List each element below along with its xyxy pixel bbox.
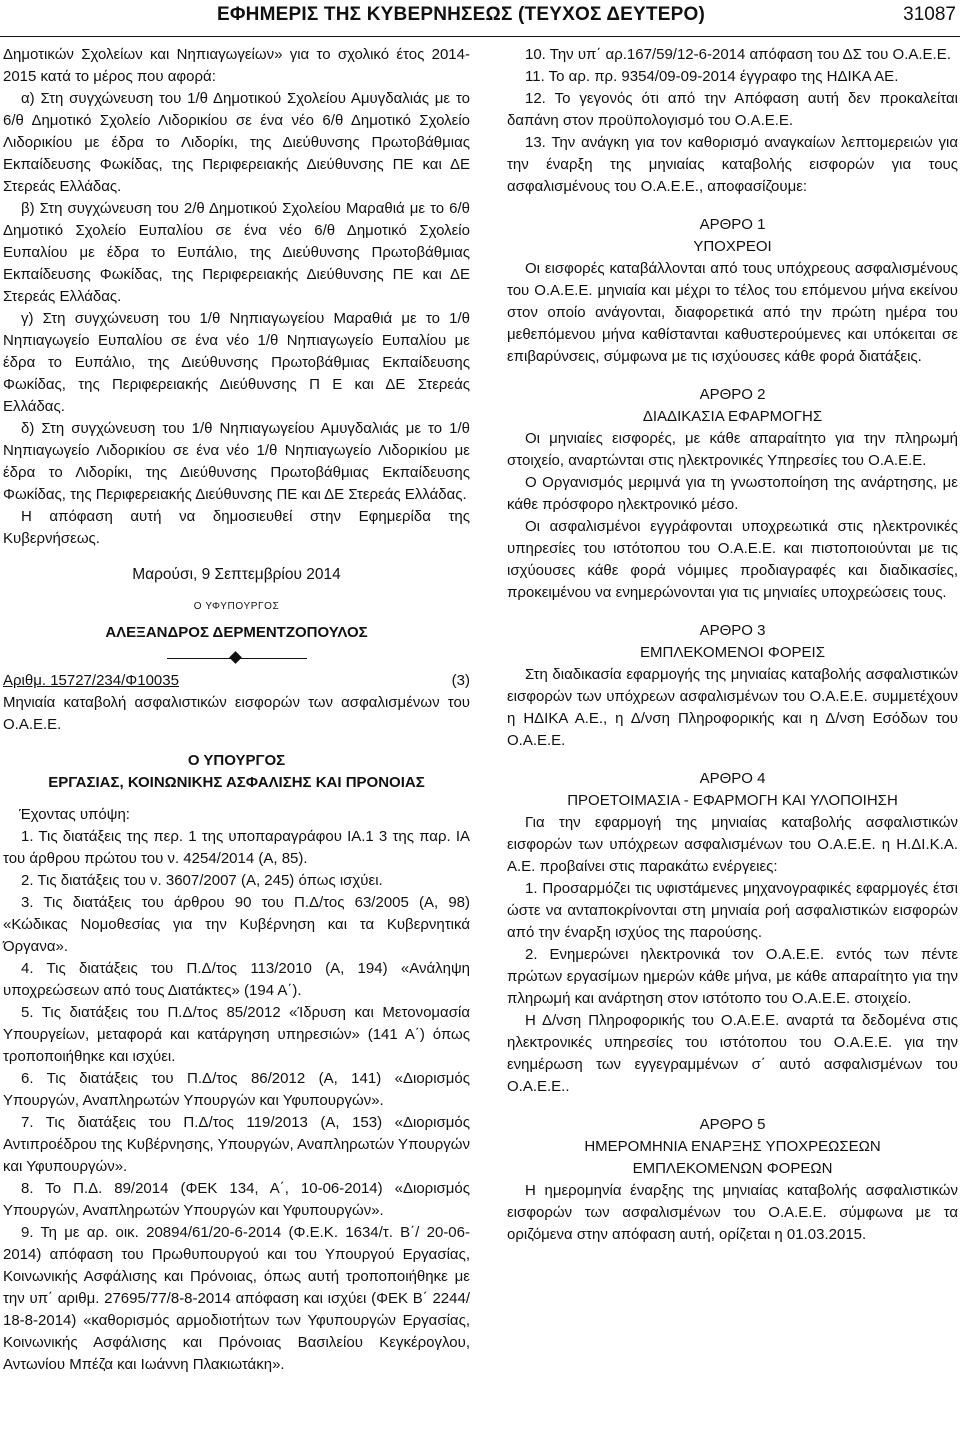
article-5-subtitle: ΗΜΕΡΟΜΗΝΙΑ ΕΝΑΡΞΗΣ ΥΠΟΧΡΕΩΣΕΩΝ — [584, 1138, 881, 1155]
list-item: 8. Το Π.Δ. 89/2014 (ΦΕΚ 134, Α΄, 10-06-2014) «Διορισμός Υπουργών, Αναπληρωτών Υπουργών και Υφυπουργών». — [3, 1180, 470, 1219]
article-3-paragraph: Στη διαδικασία εφαρμογής της μηνιαίας καταβολής ασφαλιστικών εισφορών των υπόχρεων ασφαλισμένων του Ο.Α.Ε.Ε. συμμετέχουν η ΗΔΙΚΑ Α.Ε., η Δ/νση Πληροφορικής και η Δ/νση Εσόδων του Ο.Α.Ε.Ε. — [507, 666, 958, 749]
diamond-icon — [229, 651, 242, 664]
left-column — [3, 44, 470, 1376]
article-5-title: ΑΡΘΡΟ 5 — [699, 1116, 766, 1133]
gazette-title: ΕΦΗΜΕΡΙΣ ΤΗΣ ΚΥΒΕΡΝΗΣΕΩΣ (ΤΕΥΧΟΣ ΔΕΥΤΕΡΟ) — [217, 4, 705, 25]
decision-number: Αριθμ. 15727/234/Φ10035 — [3, 672, 179, 689]
minister-heading: Ο ΥΠΟΥΡΓΟΣ — [187, 752, 286, 769]
intro-paragraph: Δημοτικών Σχολείων και Νηπιαγωγείων» για το σχολικό έτος 2014-2015 κατά το μέρος που αφορά: — [3, 46, 470, 85]
page-header — [0, 0, 960, 37]
article-1-subtitle: ΥΠΟΧΡΕΟΙ — [693, 238, 772, 255]
article-1-title: ΑΡΘΡΟ 1 — [699, 216, 766, 233]
decision-number-row — [3, 670, 470, 692]
list-item: 1. Τις διατάξεις της περ. 1 της υποπαραγράφου ΙΑ.1 3 της παρ. ΙΑ του άρθρου πρώτου του ν. 4254/2014 (Α, 85). — [3, 828, 470, 867]
article-1-paragraph: Οι εισφορές καταβάλλονται από τους υπόχρεους ασφαλισμένους του Ο.Α.Ε.Ε. μηνιαία και μέχρι το τέλος του επόμενου μήνα εκείνου στον οποίο ανάγονται, διαφορετικά από την πρώτη ημέρα του μεθεπόμενου μήνα καθίστανται καθυστερούμενες και υπόκειται σε επιβαρύνσεις, σύμφωνα με τις ισχύουσες κάθε φορά διατάξεις. — [507, 260, 958, 365]
signature-place-date: Μαρούσι, 9 Σεπτεμβρίου 2014 — [132, 566, 341, 583]
article-4-paragraph: 2. Ενημερώνει ηλεκτρονικά τον Ο.Α.Ε.Ε. εντός των πέντε πρώτων εργασίμων ημερών κάθε μήνα, με κάθε απαραίτητο για την πληρωμή και ανάρτηση στον ιστότοπο του Ο.Α.Ε.Ε. στοιχείο. — [507, 946, 958, 1007]
paragraph-d: δ) Στη συγχώνευση του 1/θ Νηπιαγωγείου Αμυγδαλιάς με το 1/θ Νηπιαγωγείο Λιδορικίου σε ένα νέο 1/θ Νηπιαγωγείο Λιδορικίου με έδρα το Λιδορίκι, της Διεύθυνσης Πρωτοβάθμιας Εκπαίδευσης Φωκίδας, της Περιφερειακής Διεύθυνσης ΠΕ και ΔΕ Στερεάς Ελλάδας. — [3, 420, 470, 503]
list-item: 7. Τις διατάξεις του Π.Δ/τος 119/2013 (Α, 153) «Διορισμός Αντιπροέδρου της Κυβέρνησης, Υπουργών, Αναπληρωτών Υπουργών και Υφυπουργών». — [3, 1114, 470, 1175]
paragraph-b: β) Στη συγχώνευση του 2/θ Δημοτικού Σχολείου Μαραθιά με το 6/θ Δημοτικό Σχολείο Ευπαλίου σε ένα νέο 6/θ Δημοτικό Σχολείο Ευπαλίου με έδρα το Ευπάλιο, της Διεύθυνσης Πρωτοβάθμιας Εκπαίδευσης Φωκίδας, της Περιφερειακής Διεύθυνσης ΠΕ και ΔΕ Στερεάς Ελλάδας. — [3, 200, 470, 305]
article-4-paragraph: 1. Προσαρμόζει τις υφιστάμενες μηχανογραφικές εφαρμογές έτσι ώστε να ανταποκρίνονται στη μηνιαία ροή ασφαλιστικών εισφορών από την έναρξη ισχύος της παρούσης. — [507, 880, 958, 941]
article-2-title: ΑΡΘΡΟ 2 — [699, 386, 766, 403]
article-2-paragraph: Οι ασφαλισμένοι εγγράφονται υποχρεωτικά στις ηλεκτρονικές υπηρεσίες του ιστότοπου του Ο.Α.Ε.Ε. και πιστοποιούνται με τις ισχύουσες κάθε φορά νόμιμες προδιαγραφές και διαδικασίες, προκειμένου να ενημερώνονται για τις μηνιαίες υποχρεώσεις τους. — [507, 518, 958, 601]
list-item: 4. Τις διατάξεις του Π.Δ/τος 113/2010 (Α, 194) «Ανάληψη υποχρεώσεων από τους Διατάκτες» (194 Α΄). — [3, 960, 470, 999]
article-3-title: ΑΡΘΡΟ 3 — [699, 622, 766, 639]
list-item: 12. Το γεγονός ότι από την Απόφαση αυτή δεν προκαλείται δαπάνη στον προϋπολογισμό του Ο.Α.Ε.Ε. — [507, 90, 958, 129]
section-separator — [167, 652, 307, 664]
ministry-name: ΕΡΓΑΣΙΑΣ, ΚΟΙΝΩΝΙΚΗΣ ΑΣΦΑΛΙΣΗΣ ΚΑΙ ΠΡΟΝΟΙΑΣ — [48, 774, 425, 791]
paragraph-a: α) Στη συγχώνευση του 1/θ Δημοτικού Σχολείου Αμυγδαλιάς με το 6/θ Δημοτικό Σχολείο Λιδορικίου σε ένα νέο 6/θ Δημοτικό Σχολείο Λιδορικίου με έδρα το Λιδορίκι, της Διεύθυνσης Πρωτοβάθμιας Εκπαίδευσης Φωκίδας, της Περιφερειακής Διεύθυνσης ΠΕ και ΔΕ Στερεάς Ελλάδας. — [3, 90, 470, 195]
list-item: 5. Τις διατάξεις του Π.Δ/τος 85/2012 «Ίδρυση και Μετονομασία Υπουργείων, μεταφορά και κατάργηση υπηρεσιών» (141 Α΄) όπως τροποποιήθηκε και ισχύει. — [3, 1004, 470, 1065]
publication-paragraph: Η απόφαση αυτή να δημοσιευθεί στην Εφημερίδα της Κυβερνήσεως. — [3, 508, 470, 547]
article-5-paragraph: Η ημερομηνία έναρξης της μηνιαίας καταβολής ασφαλιστικών εισφορών των ασφαλισμένων του Ο.Α.Ε.Ε. σύμφωνα με τα οριζόμενα στην απόφαση αυτή, ορίζεται η 01.03.2015. — [507, 1182, 958, 1243]
page-number: 31087 — [903, 4, 956, 25]
article-4-paragraph: Η Δ/νση Πληροφορικής του Ο.Α.Ε.Ε. αναρτά τα δεδομένα στις ηλεκτρονικές υπηρεσίες του ιστότοπου του Ο.Α.Ε.Ε. για την ενημέρωση των εγγεγραμμένων σ΄ αυτό ασφαλισμένων του Ο.Α.Ε.Ε.. — [507, 1012, 958, 1095]
decision-subject: Μηνιαία καταβολή ασφαλιστικών εισφορών των ασφαλισμένων του Ο.Α.Ε.Ε. — [3, 694, 470, 733]
article-2-subtitle: ΔΙΑΔΙΚΑΣΙΑ ΕΦΑΡΜΟΓΗΣ — [642, 408, 823, 425]
article-2-paragraph: Ο Οργανισμός μεριμνά για τη γνωστοποίηση της ανάρτησης, με κάθε πρόσφορο ηλεκτρονικό μέσο. — [507, 474, 958, 513]
article-2-paragraph: Οι μηνιαίες εισφορές, με κάθε απαραίτητο για την πληρωμή στοιχείο, αναρτώνται στις ηλεκτρονικές Υπηρεσίες του Ο.Α.Ε.Ε. — [507, 430, 958, 469]
paragraph-c: γ) Στη συγχώνευση του 1/θ Νηπιαγωγείου Μαραθιά με το 1/θ Νηπιαγωγείο Ευπαλίου σε ένα νέο 1/θ Νηπιαγωγείο Ευπαλίου με έδρα το Ευπάλιο, της Διεύθυνσης Πρωτοβάθμιας Εκπαίδευσης Φωκίδας, της Περιφερειακής Διεύθυνσης Π Ε και ΔΕ Στερεάς Ελλάδας. — [3, 310, 470, 415]
article-4-subtitle: ΠΡΟΕΤΟΙΜΑΣΙΑ - ΕΦΑΡΜΟΓΗ ΚΑΙ ΥΛΟΠΟΙΗΣΗ — [567, 792, 898, 809]
list-item: 9. Τη με αρ. οικ. 20894/61/20-6-2014 (Φ.Ε.Κ. 1634/τ. Β΄/ 20-06-2014) απόφαση του Πρωθυπουργού και του Υπουργού Εργασίας, Κοινωνικής Ασφάλισης και Πρόνοιας, όπως αυτή τροποποιήθηκε με την υπ΄ αριθμ. 27695/77/8-8-2014 απόφαση και ισχύει (ΦΕΚ Β΄ 2244/ 18-8-2014) «καθορισμός αρμοδιοτήτων των Υφυπουργών Εργασίας, Κοινωνικής Ασφάλισης και Πρόνοιας Βασιλείου Κεγκέρογλου, Αντωνίου Μπέζα και Ιωάννη Πλακιωτάκη». — [3, 1224, 470, 1373]
article-5-subtitle: ΕΜΠΛΕΚΟΜΕΝΩΝ ΦΟΡΕΩΝ — [632, 1160, 833, 1177]
list-item: 10. Την υπ΄ αρ.167/59/12-6-2014 απόφαση του ΔΣ του Ο.Α.Ε.Ε. — [525, 46, 951, 63]
list-item: 2. Τις διατάξεις του ν. 3607/2007 (Α, 245) όπως ισχύει. — [21, 872, 383, 889]
list-item: 11. Το αρ. πρ. 9354/09-09-2014 έγγραφο της ΗΔΙΚΑ ΑΕ. — [525, 68, 899, 85]
right-column — [507, 44, 958, 1246]
list-item: 3. Τις διατάξεις του άρθρου 90 του Π.Δ/τος 63/2005 (Α, 98) «Κώδικας Νομοθεσίας για την Κυβέρνηση και τα Κυβερνητικά Όργανα». — [3, 894, 470, 955]
list-item: 6. Τις διατάξεις του Π.Δ/τος 86/2012 (Α, 141) «Διορισμός Υπουργών, Αναπληρωτών Υπουργών και Υφυπουργών». — [3, 1070, 470, 1109]
decision-sequence: (3) — [451, 672, 470, 689]
signature-name: ΑΛΕΞΑΝΔΡΟΣ ΔΕΡΜΕΝΤΖΟΠΟΥΛΟΣ — [105, 624, 368, 641]
article-4-title: ΑΡΘΡΟ 4 — [699, 770, 766, 787]
article-4-paragraph: Για την εφαρμογή της μηνιαίας καταβολής ασφαλιστικών εισφορών των υπόχρεων ασφαλισμένων του Ο.Α.Ε.Ε. η Η.ΔΙ.Κ.Α. Α.Ε. προβαίνει στις παρακάτω ενέργειες: — [507, 814, 958, 875]
having-in-mind: Έχοντας υπόψη: — [19, 806, 130, 823]
list-item: 13. Την ανάγκη για τον καθορισμό αναγκαίων λεπτομερειών για την έναρξη της μηνιαίας καταβολής εισφορών για τους ασφαλισμένους του Ο.Α.Ε.Ε., αποφασίζουμε: — [507, 134, 958, 195]
signature-role: Ο ΥΦΥΠΟΥΡΓΟΣ — [193, 601, 280, 612]
article-3-subtitle: ΕΜΠΛΕΚΟΜΕΝΟΙ ΦΟΡΕΙΣ — [640, 644, 825, 661]
